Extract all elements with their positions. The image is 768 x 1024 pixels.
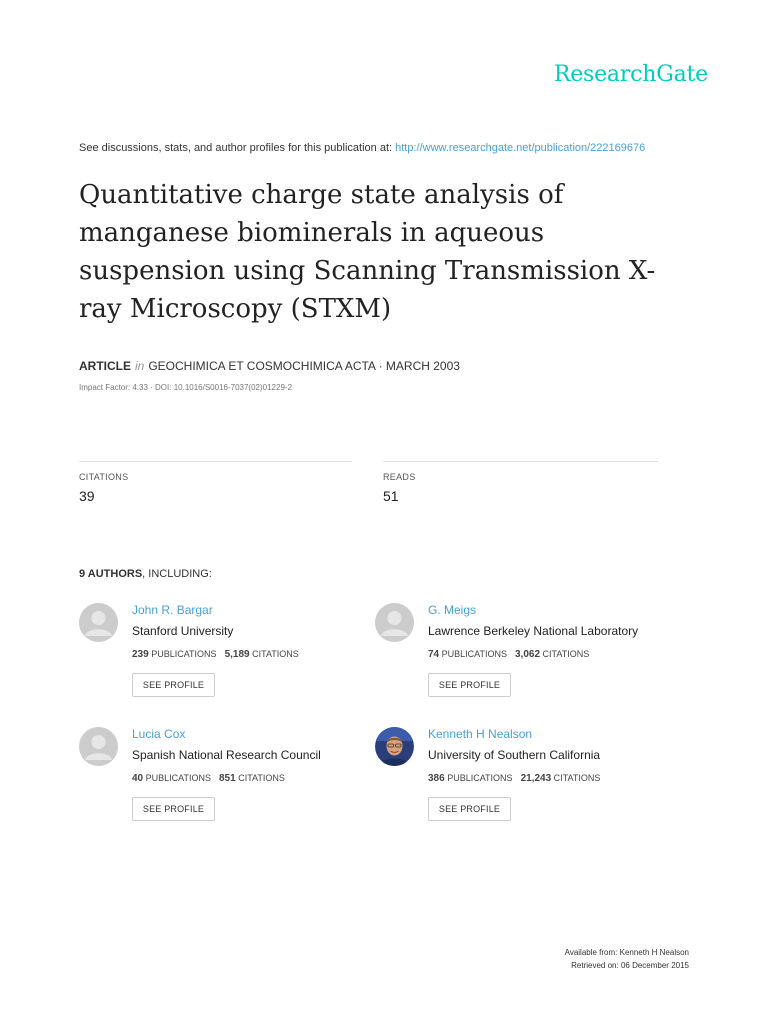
author-institution: Spanish National Research Council	[132, 748, 321, 762]
author-card	[79, 603, 379, 703]
publication-type: ARTICLE	[79, 359, 131, 373]
default-avatar-icon[interactable]	[375, 603, 414, 642]
publication-venue: GEOCHIMICA ET COSMOCHIMICA ACTA · MARCH 2003	[148, 359, 460, 373]
photo-avatar[interactable]	[375, 727, 414, 766]
impact-doi-line: Impact Factor: 4.33 · DOI: 10.1016/S0016-7037(02)01229-2	[79, 383, 293, 392]
in-word: in	[135, 359, 145, 373]
publication-url-link[interactable]: http://www.researchgate.net/publication/222169676	[395, 142, 646, 154]
see-profile-button[interactable]: SEE PROFILE	[132, 673, 215, 697]
footer-info	[565, 946, 689, 972]
reads-value: 51	[383, 488, 399, 504]
citations-value: 39	[79, 488, 95, 504]
author-citations-label: CITATIONS	[542, 649, 590, 659]
see-profile-button[interactable]: SEE PROFILE	[428, 797, 511, 821]
publications-count: 74	[428, 649, 440, 660]
author-institution: Lawrence Berkeley National Laboratory	[428, 624, 639, 638]
author-citations-count: 851	[219, 773, 236, 784]
publications-count: 40	[132, 773, 144, 784]
author-name-link[interactable]: Lucia Cox	[132, 727, 186, 741]
author-name-link[interactable]: Kenneth H Nealson	[428, 727, 533, 741]
reads-label: READS	[383, 472, 416, 482]
author-card	[375, 603, 675, 703]
default-avatar-icon[interactable]	[79, 603, 118, 642]
publications-label: PUBLICATIONS	[151, 649, 217, 659]
discussion-line	[79, 142, 645, 154]
authors-suffix: , INCLUDING:	[142, 568, 212, 580]
authors-count: 9 AUTHORS	[79, 568, 143, 580]
researchgate-logo[interactable]: ResearchGate	[553, 62, 708, 87]
author-name-link[interactable]: John R. Bargar	[132, 603, 213, 617]
author-card	[375, 727, 675, 827]
publications-count: 239	[132, 649, 149, 660]
publications-count: 386	[428, 773, 445, 784]
citations-stat	[79, 461, 352, 504]
publications-label: PUBLICATIONS	[145, 773, 211, 783]
see-profile-button[interactable]: SEE PROFILE	[428, 673, 511, 697]
author-citations-count: 5,189	[224, 649, 250, 660]
publication-meta	[79, 359, 460, 373]
publication-title: Quantitative charge state analysis of manganese biominerals in aqueous suspension using Scanning Transmission X-ray Microscopy (STXM)	[79, 180, 656, 324]
available-from: Available from: Kenneth H Nealson	[564, 948, 689, 957]
author-card	[79, 727, 379, 827]
author-citations-label: CITATIONS	[252, 649, 299, 659]
reads-stat	[383, 461, 658, 504]
retrieved-on: Retrieved on: 06 December 2015	[571, 961, 689, 970]
author-stats	[428, 773, 600, 784]
author-citations-count: 21,243	[520, 773, 552, 784]
citations-label: CITATIONS	[79, 472, 129, 482]
author-citations-count: 3,062	[515, 649, 541, 660]
see-profile-button[interactable]: SEE PROFILE	[132, 797, 215, 821]
publications-label: PUBLICATIONS	[441, 649, 507, 659]
author-citations-label: CITATIONS	[238, 773, 285, 783]
author-stats	[428, 649, 589, 660]
author-citations-label: CITATIONS	[553, 773, 601, 783]
discussion-prefix: See discussions, stats, and author profiles for this publication at:	[79, 142, 393, 154]
publications-label: PUBLICATIONS	[447, 773, 513, 783]
author-institution: Stanford University	[132, 624, 234, 638]
authors-heading	[79, 568, 212, 580]
author-name-link[interactable]: G. Meigs	[428, 603, 477, 617]
author-stats	[132, 773, 285, 784]
author-institution: University of Southern California	[428, 748, 601, 762]
author-stats	[132, 649, 299, 660]
default-avatar-icon[interactable]	[79, 727, 118, 766]
